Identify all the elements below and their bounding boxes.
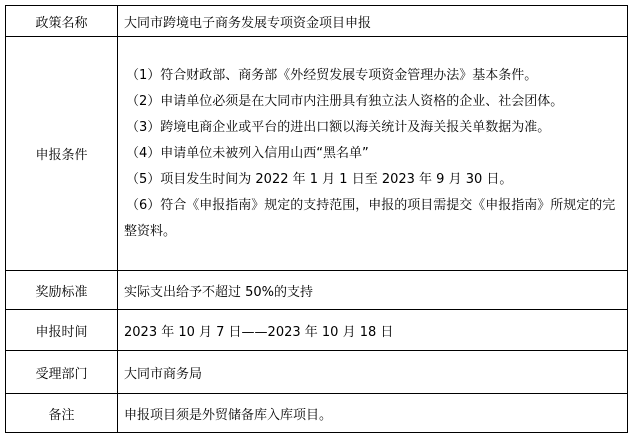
conditions-value	[118, 37, 628, 271]
row-remarks	[6, 394, 628, 433]
reward-label: 奖励标准	[6, 271, 118, 310]
conditions-list	[124, 62, 621, 246]
reward-value: 实际支出给予不超过 50%的支持	[118, 271, 628, 310]
condition-item: （2）申请单位必须是在大同市内注册具有独立法人资格的企业、社会团体。	[126, 93, 564, 109]
row-application-time	[6, 310, 628, 351]
condition-item: （6）符合《申报指南》规定的支持范围，申报的项目需提交《申报指南》所规定的完整资料。	[124, 197, 616, 239]
department-value: 大同市商务局	[118, 351, 628, 394]
policy-name-label: 政策名称	[6, 6, 118, 37]
policy-name-value: 大同市跨境电子商务发展专项资金项目申报	[118, 6, 628, 37]
conditions-label: 申报条件	[6, 37, 118, 271]
row-department	[6, 351, 628, 394]
row-reward-standard	[6, 271, 628, 310]
condition-item: （3）跨境电商企业或平台的进出口额以海关统计及海关报关单数据为准。	[126, 119, 551, 135]
department-label: 受理部门	[6, 351, 118, 394]
row-conditions	[6, 37, 628, 271]
condition-item: （5）项目发生时间为 2022 年 1 月 1 日至 2023 年 9 月 30 日。	[126, 171, 513, 187]
time-value: 2023 年 10 月 7 日——2023 年 10 月 18 日	[118, 310, 628, 351]
row-policy-name	[6, 6, 628, 37]
policy-table	[5, 5, 628, 433]
condition-item: （1）符合财政部、商务部《外经贸发展专项资金管理办法》基本条件。	[126, 67, 538, 83]
remarks-label: 备注	[6, 394, 118, 433]
condition-item: （4）申请单位未被列入信用山西“黑名单”	[126, 145, 369, 161]
time-label: 申报时间	[6, 310, 118, 351]
remarks-value: 申报项目须是外贸储备库入库项目。	[118, 394, 628, 433]
